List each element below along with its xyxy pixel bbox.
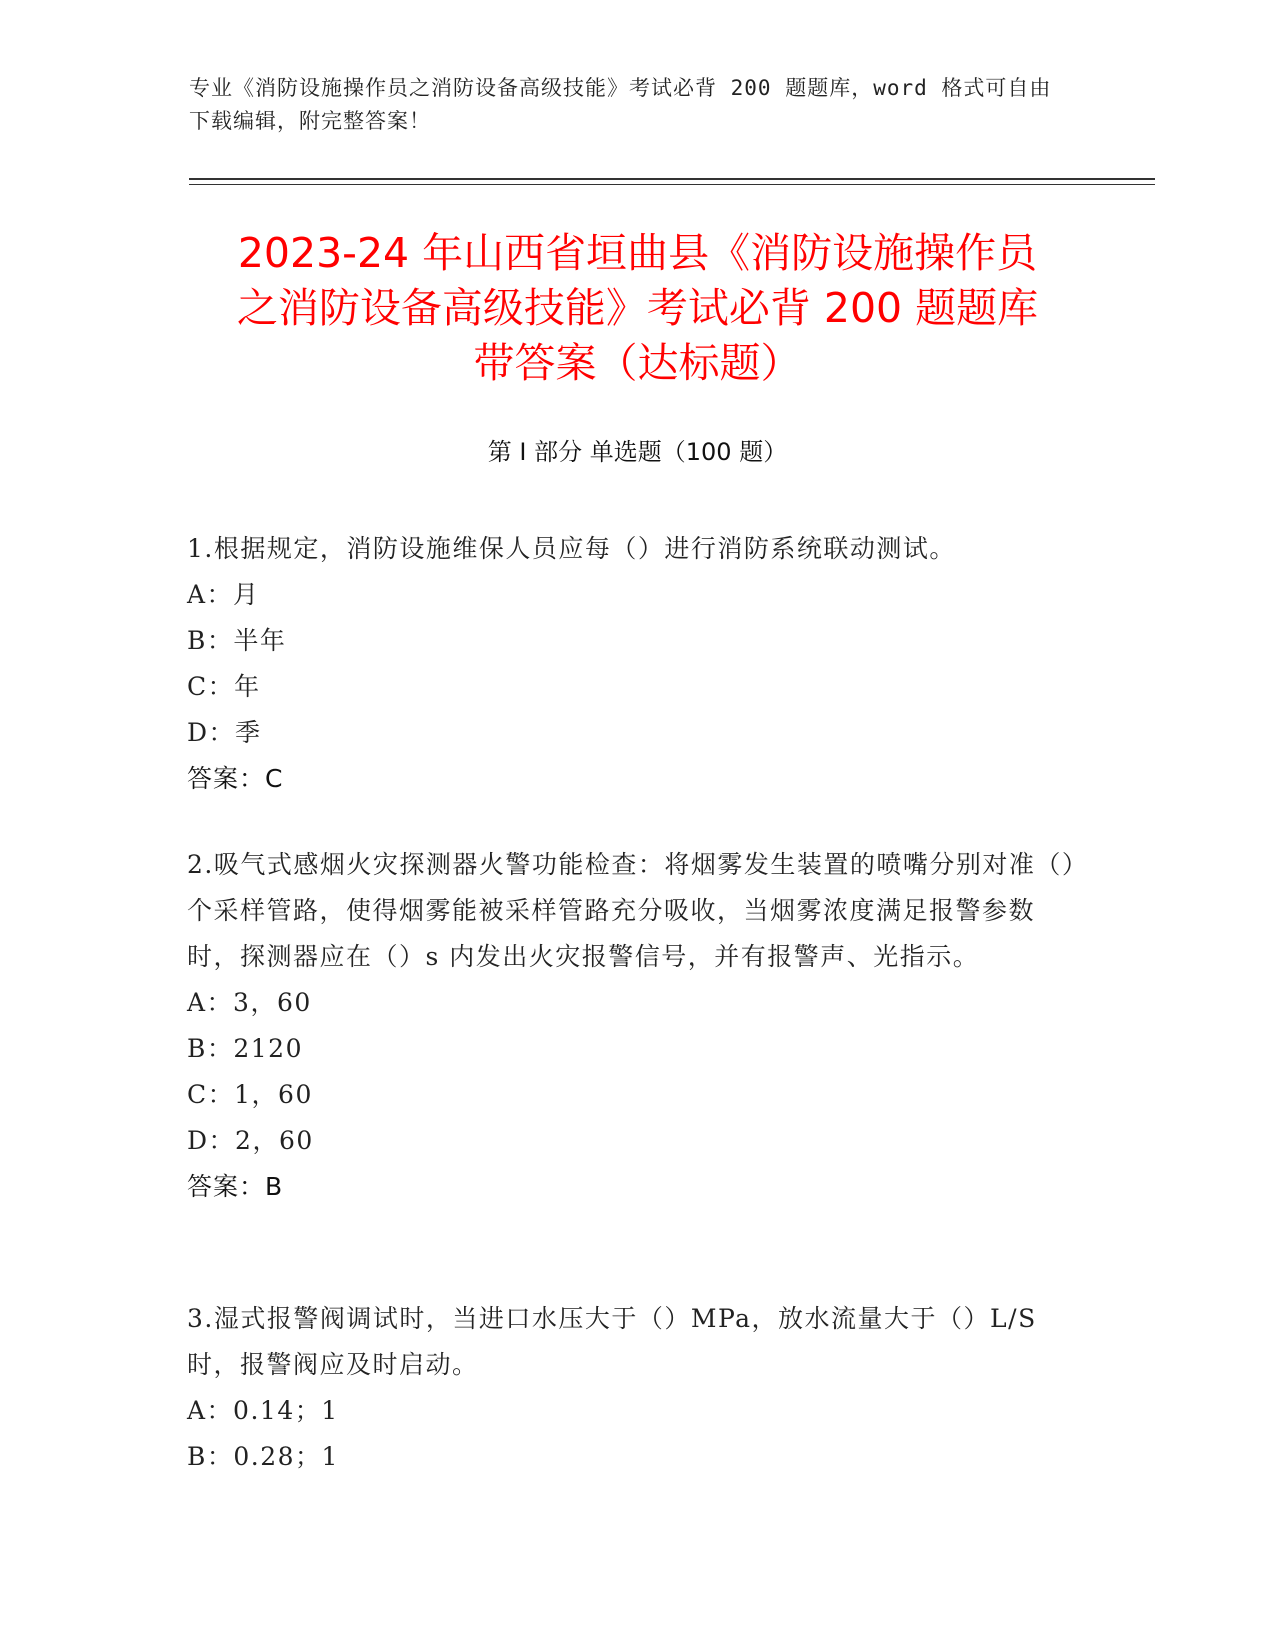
- option-c: C：1，60: [187, 1080, 313, 1109]
- header-rule-thin: [189, 184, 1155, 185]
- answer-line: 答案：C: [187, 764, 284, 793]
- section-heading: 第 I 部分 单选题（100 题）: [487, 438, 788, 466]
- question-2: [187, 842, 1087, 1210]
- option-c: C：年: [187, 672, 261, 701]
- question-text: 3.湿式报警阀调试时，当进口水压大于（）MPa，放水流量大于（）L/S 时，报警阀应及时启动。: [187, 1304, 1037, 1379]
- option-b: B：半年: [187, 626, 287, 655]
- option-d: D：季: [187, 718, 262, 747]
- option-b: B：2120: [187, 1034, 303, 1063]
- option-a: A：0.14；1: [187, 1396, 339, 1425]
- option-a: A：月: [187, 580, 260, 609]
- option-b: B：0.28；1: [187, 1442, 339, 1471]
- document-title: [160, 226, 1115, 391]
- title-line-2: 之消防设备高级技能》考试必背 200 题题库: [236, 284, 1039, 332]
- option-a: A：3，60: [187, 988, 312, 1017]
- title-line-3: 带答案（达标题）: [473, 339, 802, 387]
- question-text: 1.根据规定，消防设施维保人员应每（）进行消防系统联动测试。: [187, 534, 956, 563]
- title-line-1: 2023-24 年山西省垣曲县《消防设施操作员: [237, 229, 1038, 277]
- question-1: [187, 526, 1087, 802]
- header-note: 专业《消防设施操作员之消防设备高级技能》考试必背 200 题题库，word 格式可自由下载编辑，附完整答案！: [189, 76, 1052, 133]
- answer-line: 答案：B: [187, 1172, 284, 1201]
- question-3: [187, 1296, 1087, 1480]
- option-d: D：2，60: [187, 1126, 314, 1155]
- question-text: 2.吸气式感烟火灾探测器火警功能检查：将烟雾发生装置的喷嘴分别对准（）个采样管路，使得烟雾能被采样管路充分吸收，当烟雾浓度满足报警参数时，探测器应在（）s 内发出火灾报警信号，并有报警声、光指示。: [187, 850, 1076, 971]
- header-rule-thick: [189, 178, 1155, 180]
